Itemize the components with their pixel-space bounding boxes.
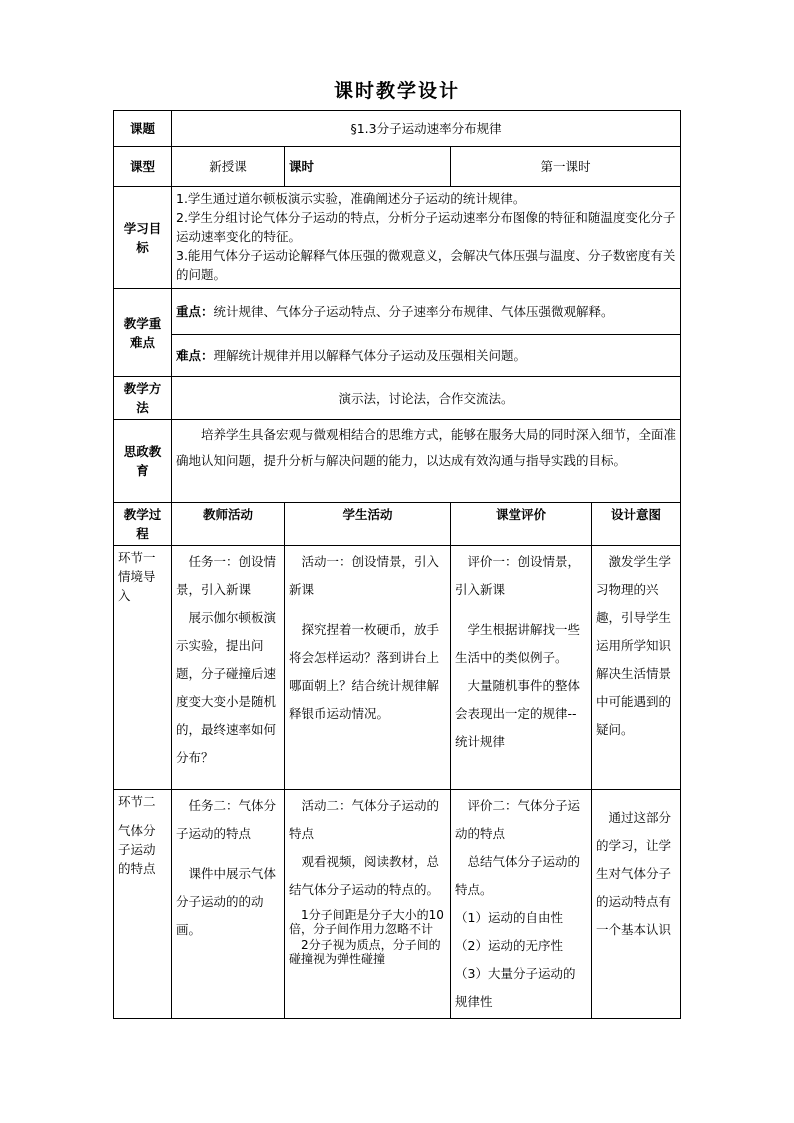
stage2-teacher	[172, 790, 285, 1019]
difficulty-row	[114, 335, 681, 377]
stage2-teacher-task: 任务二：气体分子运动的特点	[176, 798, 277, 841]
stage1-name: 环节一情境导入	[114, 546, 172, 790]
topic-row	[114, 111, 681, 147]
student-header: 学生活动	[285, 503, 451, 546]
stage2-student-point2: 2分子视为质点，分子间的碰撞视为弹性碰撞	[289, 938, 441, 966]
methods-label: 教学方法	[114, 377, 172, 420]
difficulty-text: 理解统计规律并用以解释气体分子运动及压强相关问题。	[213, 348, 527, 363]
stage1-intent: 激发学生学习物理的兴趣，引导学生运用所学知识解决生活情景中可能遇到的疑问。	[592, 546, 681, 790]
difficulty-content	[172, 335, 681, 377]
difficulty-label: 难点：	[176, 348, 214, 363]
ideology-row	[114, 420, 681, 503]
focus-content	[172, 289, 681, 335]
stage1-teacher-task: 任务一：创设情景，引入新课	[176, 554, 277, 597]
stage1-evaluation	[451, 546, 592, 790]
stage2-eval-item: （3）大量分子运动的规律性	[455, 966, 576, 1009]
process-header-row	[114, 503, 681, 546]
stage2-teacher-text: 课件中展示气体分子运动的的动画。	[176, 866, 277, 937]
topic-label: 课题	[114, 111, 172, 147]
stage1-eval-text: 学生根据讲解找一些生活中的类似例子。	[455, 622, 581, 665]
topic-value: §1.3分子运动速率分布规律	[172, 111, 681, 147]
stage1-teacher	[172, 546, 285, 790]
focus-label: 重点：	[176, 304, 214, 319]
stage2-name-b: 气体分子运动的特点	[118, 823, 156, 876]
methods-row	[114, 377, 681, 420]
stage1-eval-title: 评价一：创设情景，引入新课	[455, 554, 581, 597]
page-title: 课时教学设计	[333, 80, 460, 102]
intent-header: 设计意图	[592, 503, 681, 546]
type-row	[114, 147, 681, 187]
objective-item: 1.学生通过道尔顿板演示实验，准确阐述分子运动的统计规律。	[176, 191, 526, 206]
stage2-student-text: 观看视频，阅读教材，总结气体分子运动的特点的。	[289, 854, 440, 897]
focus-text: 统计规律、气体分子运动特点、分子速率分布规律、气体压强微观解释。	[213, 304, 614, 319]
ideology-label: 思政教育	[114, 420, 172, 503]
type-value: 新授课	[172, 147, 285, 187]
stage1-teacher-text: 展示伽尔顿板演示实验，提出问题，分子碰撞后速度变大变小是随机的，最终速率如何分布？	[176, 610, 277, 765]
evaluation-header: 课堂评价	[451, 503, 592, 546]
stage2-eval-item: （2）运动的无序性	[455, 938, 563, 953]
lesson-plan-table	[113, 110, 681, 1019]
stage1-student-text: 探究捏着一枚硬币，放手将会怎样运动？落到讲台上哪面朝上？结合统计规律解释银币运动情况。	[289, 622, 440, 721]
stage2-eval-text: 总结气体分子运动的特点。	[455, 854, 581, 897]
objective-item: 3.能用气体分子运动论解释气体压强的微观意义，会解决气体压强与温度、分子数密度有关的问题。	[176, 248, 676, 282]
stage2-eval-item: （1）运动的自由性	[455, 910, 563, 925]
stage1-row	[114, 546, 681, 790]
objective-item: 2.学生分组讨论气体分子运动的特点，分析分子运动速率分布图像的特征和随温度变化分子运动速率变化的特征。	[176, 210, 676, 244]
stage2-evaluation	[451, 790, 592, 1019]
period-value: 第一课时	[451, 147, 681, 187]
type-label: 课型	[114, 147, 172, 187]
stage2-student-point1: 1分子间距是分子大小的10倍，分子间作用力忽略不计	[289, 908, 444, 936]
stage1-eval-rule: 大量随机事件的整体会表现出一定的规律--统计规律	[455, 678, 581, 749]
stage2-student-activity: 活动二：气体分子运动的特点	[289, 798, 440, 841]
objectives-row	[114, 187, 681, 289]
focus-row	[114, 289, 681, 335]
stage2-intent: 通过这部分的学习，让学生对气体分子的运动特点有一个基本认识	[592, 790, 681, 1019]
ideology-value: 培养学生具备宏观与微观相结合的思维方式，能够在服务大局的同时深入细节，全面准确地认知问题，提升分析与解决问题的能力，以达成有效沟通与指导实践的目标。	[172, 420, 681, 503]
stage2-student	[285, 790, 451, 1019]
teacher-header: 教师活动	[172, 503, 285, 546]
stage2-eval-title: 评价二：气体分子运动的特点	[455, 798, 581, 841]
process-header: 教学过程	[114, 503, 172, 546]
stage2-row	[114, 790, 681, 1019]
methods-value: 演示法，讨论法，合作交流法。	[172, 377, 681, 420]
stage1-student-activity: 活动一：创设情景，引入新课	[289, 554, 440, 597]
period-label: 课时	[285, 147, 451, 187]
stage2-name-cell	[114, 790, 172, 1019]
keypoints-label: 教学重难点	[114, 289, 172, 377]
objectives-label: 学习目标	[114, 187, 172, 289]
stage2-name-a: 环节二	[118, 794, 156, 809]
stage1-student	[285, 546, 451, 790]
objectives-content	[172, 187, 681, 289]
